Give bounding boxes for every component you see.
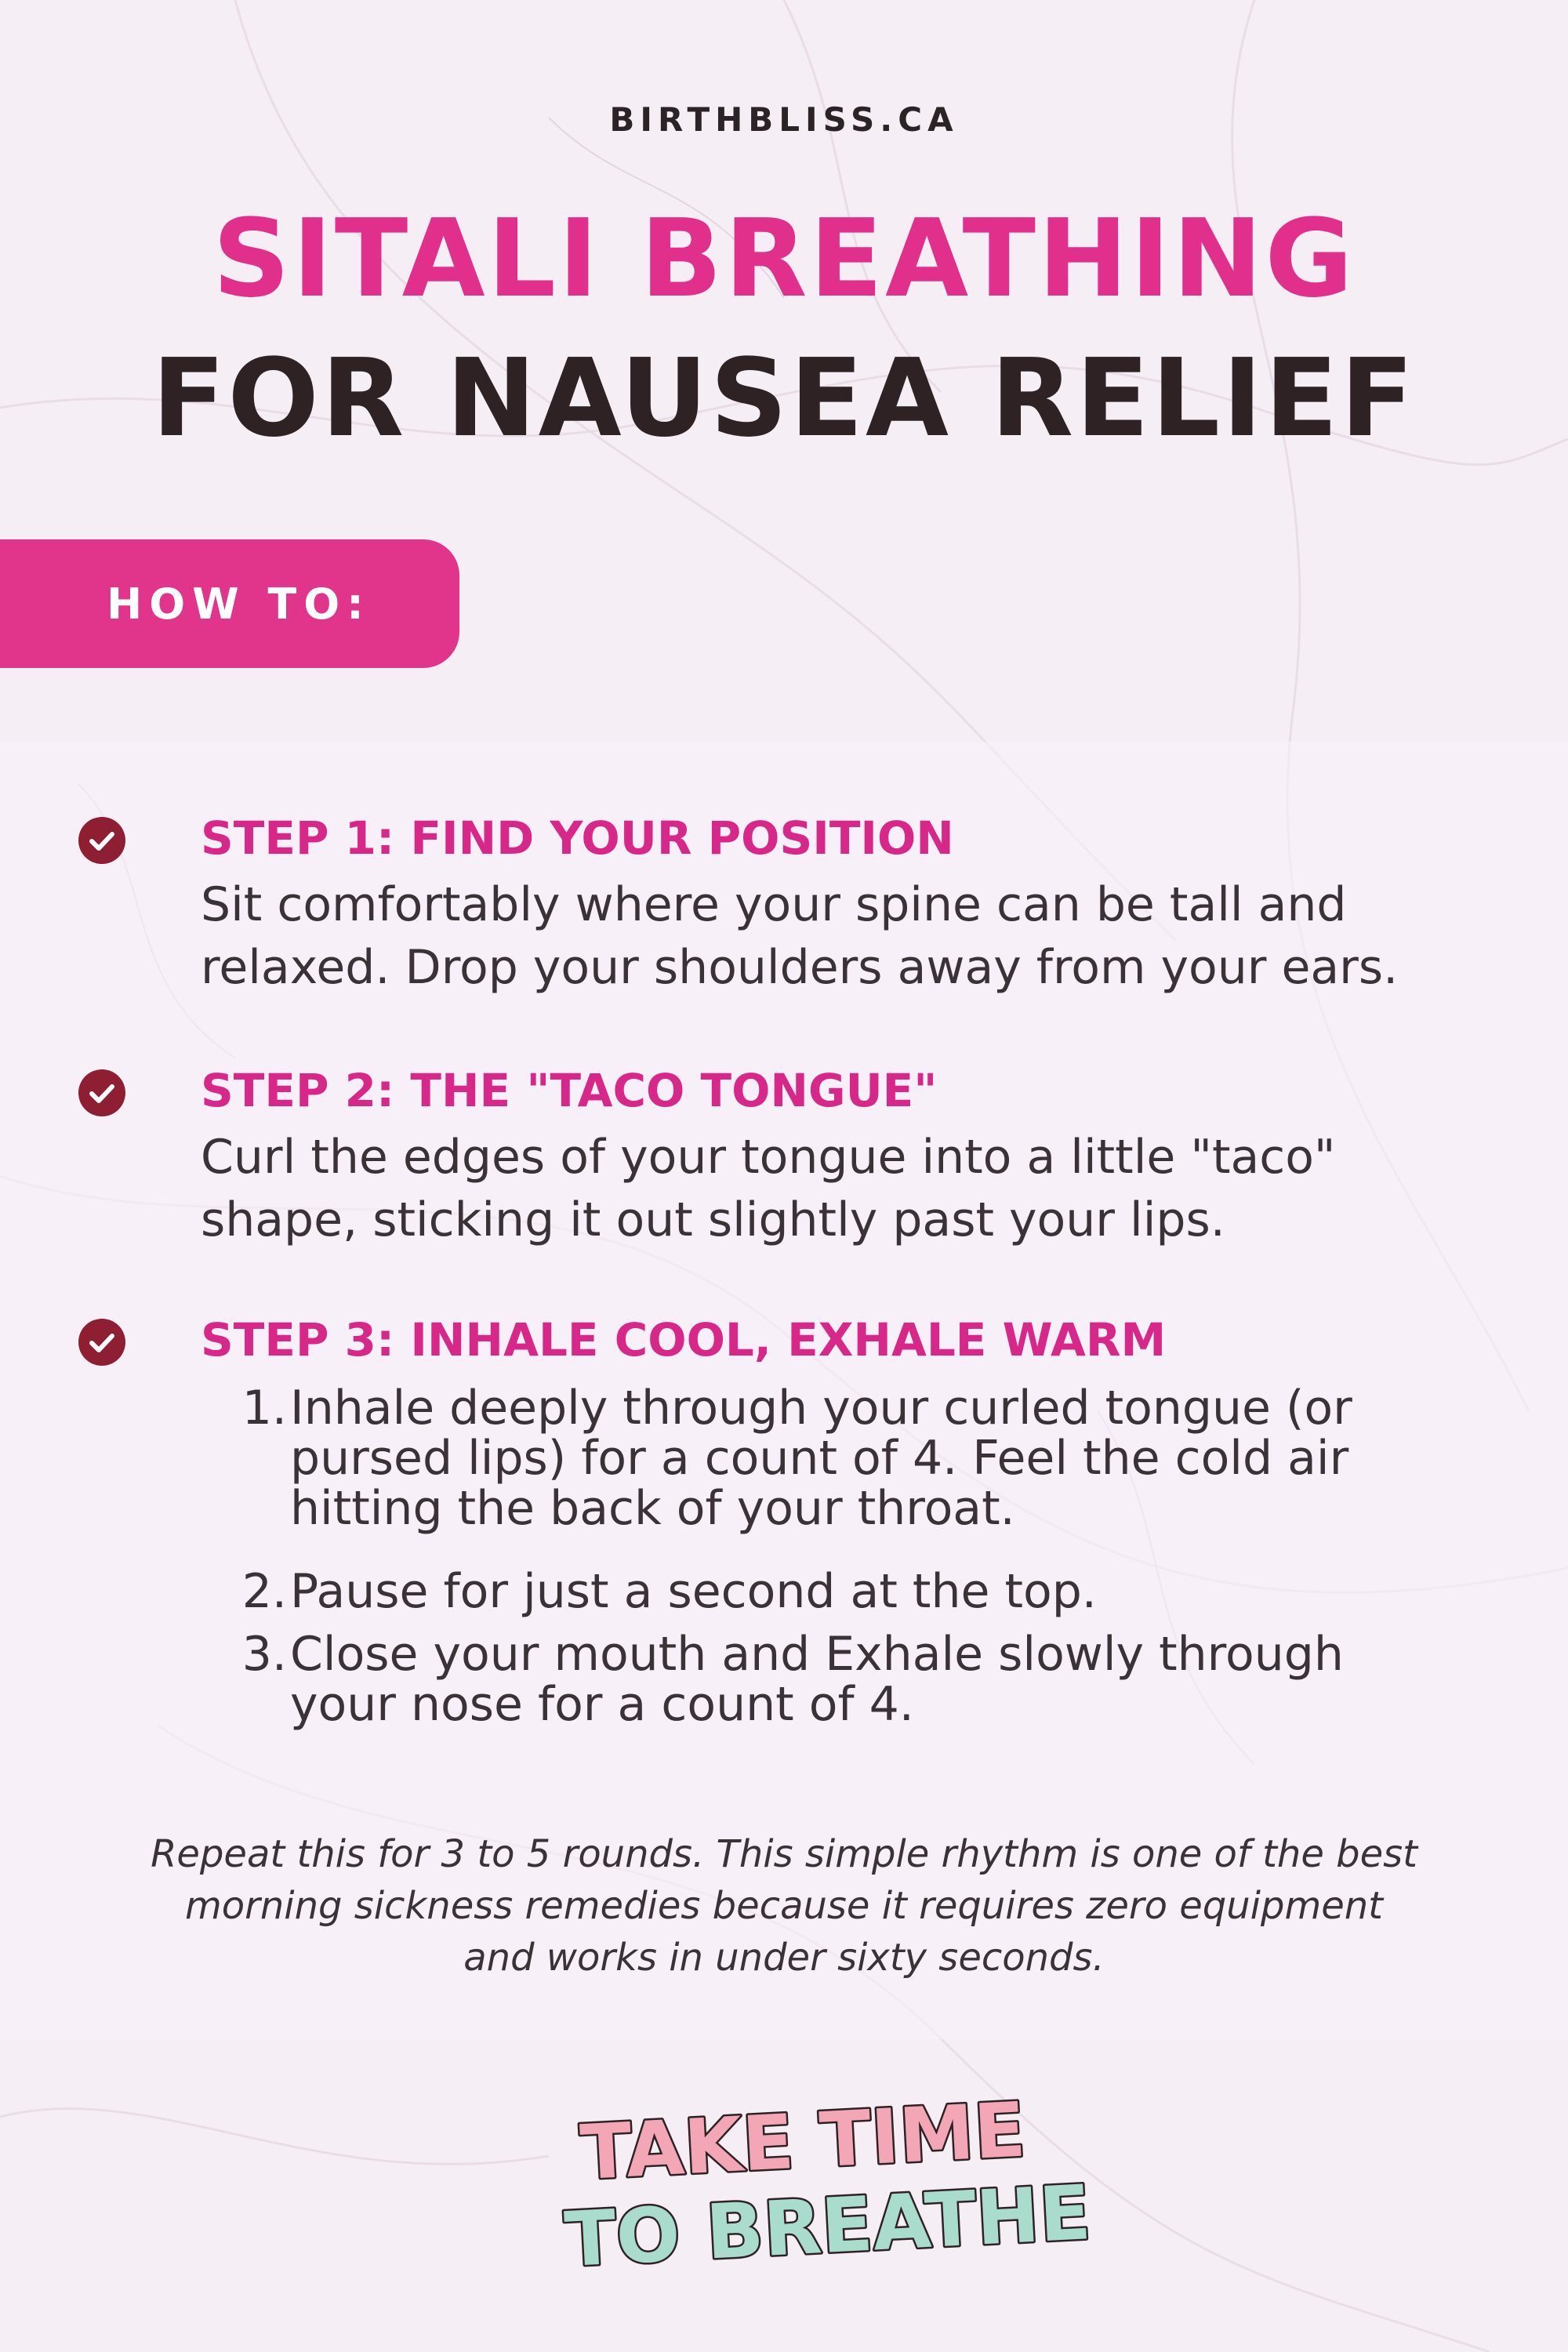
substep-line: your nose for a count of 4. [290, 1677, 914, 1732]
title-line-2: FOR NAUSEA RELIEF [151, 336, 1417, 461]
substep-line: Close your mouth and Exhale slowly through [290, 1627, 1344, 1682]
note-line: and works in under sixty seconds. [463, 1936, 1105, 1980]
site-url: BIRTHBLISS.CA [609, 100, 959, 139]
note-line: Repeat this for 3 to 5 rounds. This simple rhythm is one of the best [151, 1832, 1417, 1876]
check-circle-icon [77, 1317, 127, 1367]
step-1-title: STEP 1: FIND YOUR POSITION [201, 811, 954, 865]
step-1-line: Sit comfortably where your spine can be tall and [201, 877, 1347, 932]
step-2-line: Curl the edges of your tongue into a little "taco" [201, 1130, 1336, 1185]
substep-2 [235, 1566, 1521, 1617]
step-1-line: relaxed. Drop your shoulders away from your ears. [201, 940, 1399, 995]
substep-line: Inhale deeply through your curled tongue (or [290, 1381, 1352, 1436]
substep-line: Pause for just a second at the top. [290, 1564, 1097, 1619]
title-line-1: SITALI BREATHING [212, 197, 1356, 321]
step-2-title: STEP 2: THE "TACO TONGUE" [201, 1064, 938, 1117]
step-1-body [201, 873, 1534, 999]
substep-1 [235, 1383, 1521, 1534]
howto-label: HOW TO: [107, 579, 371, 629]
step-2-body [201, 1126, 1534, 1251]
step-2-line: shape, sticking it out slightly past your lips. [201, 1192, 1225, 1247]
howto-banner [0, 539, 459, 668]
substep-line: pursed lips) for a count of 4. Feel the cold air [290, 1431, 1349, 1486]
note-line: morning sickness remedies because it requires zero equipment [185, 1884, 1383, 1928]
take-time-to-breathe-logo [562, 2085, 1093, 2285]
substep-number: 1. [241, 1381, 287, 1436]
check-circle-icon [77, 1068, 127, 1118]
substep-number: 2. [241, 1564, 287, 1619]
logo-line-2: TO BREATHE [562, 2169, 1093, 2285]
closing-note [78, 1828, 1490, 1984]
substep-line: hitting the back of your throat. [290, 1481, 1015, 1536]
check-circle-icon [77, 815, 127, 866]
substep-3 [235, 1629, 1521, 1730]
step-3-title: STEP 3: INHALE COOL, EXHALE WARM [201, 1313, 1167, 1367]
logo-line-1: TAKE TIME [578, 2085, 1028, 2198]
substep-number: 3. [241, 1627, 287, 1682]
